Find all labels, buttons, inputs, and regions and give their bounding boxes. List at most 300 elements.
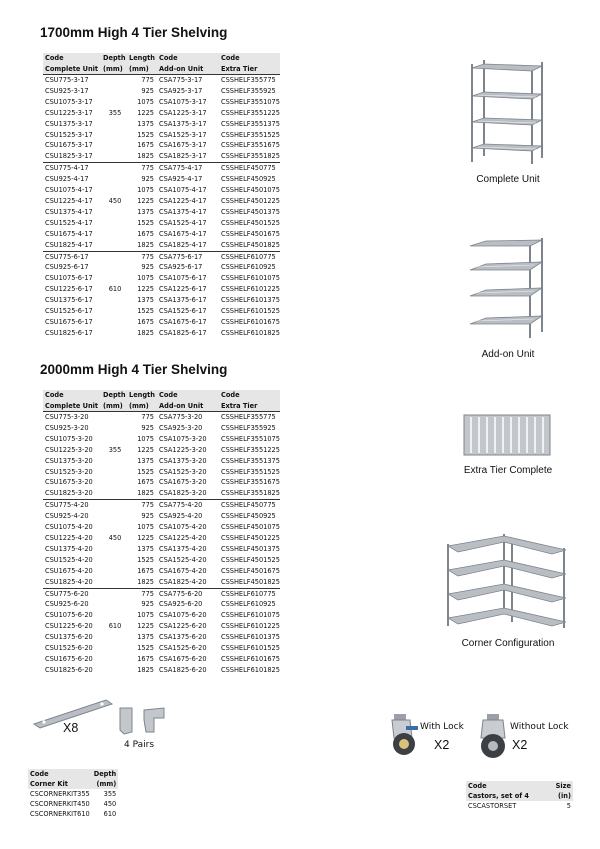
addon-unit-image bbox=[466, 236, 550, 342]
addon-unit-code: CSA1225-4-20 bbox=[159, 533, 207, 542]
table-row bbox=[43, 75, 280, 86]
column-header: (mm) bbox=[127, 64, 157, 75]
length-cell: 925 bbox=[141, 86, 154, 95]
depth-cell: 355 bbox=[108, 108, 122, 117]
length-cell: 775 bbox=[127, 163, 157, 174]
table-row bbox=[43, 533, 280, 544]
extra-tier-code: CSSHELF6101375 bbox=[221, 633, 280, 642]
depth-cell bbox=[101, 599, 127, 610]
addon-unit-code: CSA1225-4-17 bbox=[159, 196, 207, 205]
value-cell: 355 bbox=[103, 790, 117, 798]
complete-unit-code: CSU1225-3-20 bbox=[45, 445, 93, 454]
length-cell: 1075 bbox=[137, 611, 154, 620]
depth-cell bbox=[101, 434, 127, 445]
table-row bbox=[43, 500, 280, 511]
castor-table-wrap bbox=[466, 781, 573, 811]
table-row bbox=[43, 207, 280, 218]
length-cell: 1225 bbox=[137, 196, 154, 205]
length-cell: 1825 bbox=[137, 328, 154, 337]
column-header: Code bbox=[28, 769, 92, 779]
length-cell: 1375 bbox=[137, 633, 154, 642]
table-header-row bbox=[466, 791, 573, 801]
spec-table-2000 bbox=[43, 390, 280, 676]
addon-unit-code: CSA1525-3-20 bbox=[159, 467, 207, 476]
depth-cell bbox=[101, 555, 127, 566]
pairs-label: 4 Pairs bbox=[124, 740, 155, 750]
table-row bbox=[43, 218, 280, 229]
length-cell: 775 bbox=[127, 412, 157, 423]
table-row bbox=[43, 306, 280, 317]
castor-with-lock-label: With Lock bbox=[420, 722, 464, 732]
length-cell: 775 bbox=[127, 251, 157, 262]
extra-tier-code: CSSHELF355925 bbox=[221, 86, 276, 95]
code-cell: CSCORNERKIT450 bbox=[30, 800, 90, 808]
table-row bbox=[43, 119, 280, 130]
section-title-1700: 1700mm High 4 Tier Shelving bbox=[40, 25, 228, 40]
depth-cell bbox=[101, 456, 127, 467]
extra-tier-code: CSSHELF4501675 bbox=[221, 566, 280, 575]
addon-unit-code: CSA1075-4-17 bbox=[159, 186, 207, 195]
length-cell: 1225 bbox=[137, 622, 154, 631]
complete-unit-code: CSU1075-3-17 bbox=[45, 97, 93, 106]
complete-unit-code: CSU1825-6-17 bbox=[45, 328, 93, 337]
addon-unit-code: CSA925-6-20 bbox=[159, 600, 203, 609]
complete-unit-code: CSU1375-4-20 bbox=[45, 544, 93, 553]
addon-unit-code: CSA775-6-17 bbox=[157, 251, 219, 262]
length-cell: 1525 bbox=[137, 307, 154, 316]
depth-cell bbox=[101, 610, 127, 621]
extra-tier-code: CSSHELF3551825 bbox=[221, 489, 280, 498]
depth-cell bbox=[101, 185, 127, 196]
length-cell: 1675 bbox=[137, 478, 154, 487]
complete-unit-code: CSU1225-4-17 bbox=[45, 196, 93, 205]
extra-tier-code: CSSHELF610775 bbox=[219, 251, 280, 262]
depth-cell bbox=[101, 477, 127, 488]
column-header: Code bbox=[219, 390, 280, 401]
complete-unit-code: CSU1375-6-20 bbox=[45, 633, 93, 642]
length-cell: 1225 bbox=[137, 285, 154, 294]
length-cell: 1375 bbox=[137, 119, 154, 128]
extra-tier-code: CSSHELF6101225 bbox=[221, 622, 280, 631]
addon-unit-code: CSA1375-3-20 bbox=[159, 456, 207, 465]
depth-cell bbox=[101, 544, 127, 555]
extra-tier-code: CSSHELF6101075 bbox=[221, 611, 280, 620]
complete-unit-code: CSU925-6-20 bbox=[45, 600, 89, 609]
depth-cell bbox=[101, 130, 127, 141]
length-cell: 925 bbox=[141, 423, 154, 432]
extra-tier-code: CSSHELF4501825 bbox=[221, 240, 280, 249]
complete-unit-code: CSU925-6-17 bbox=[45, 263, 89, 272]
extra-tier-image bbox=[463, 414, 551, 456]
column-header: (mm) bbox=[101, 64, 127, 75]
corner-bracket-image bbox=[114, 706, 170, 736]
caption-corner-configuration: Corner Configuration bbox=[461, 638, 555, 649]
table-header-row bbox=[43, 401, 280, 412]
addon-unit-code: CSA1075-6-20 bbox=[159, 611, 207, 620]
table-row bbox=[43, 467, 280, 478]
value-cell: 450 bbox=[103, 800, 117, 808]
table-row bbox=[43, 477, 280, 488]
addon-unit-code: CSA775-3-20 bbox=[157, 412, 219, 423]
depth-cell bbox=[101, 218, 127, 229]
table-row bbox=[28, 789, 118, 799]
table-row bbox=[43, 423, 280, 434]
depth-cell bbox=[101, 423, 127, 434]
rail-quantity: X8 bbox=[63, 721, 79, 735]
complete-unit-code: CSU1675-6-20 bbox=[45, 654, 93, 663]
table-row bbox=[43, 273, 280, 284]
length-cell: 1225 bbox=[137, 108, 154, 117]
extra-tier-code: CSSHELF3551225 bbox=[221, 108, 280, 117]
addon-unit-code: CSA1075-6-17 bbox=[159, 274, 207, 283]
complete-unit-code: CSU925-3-17 bbox=[45, 86, 89, 95]
depth-cell: 355 bbox=[108, 445, 122, 454]
length-cell: 1525 bbox=[137, 218, 154, 227]
extra-tier-code: CSSHELF4501075 bbox=[221, 186, 280, 195]
addon-unit-code: CSA1225-3-20 bbox=[159, 445, 207, 454]
complete-unit-code: CSU1075-3-20 bbox=[45, 434, 93, 443]
section-title-2000: 2000mm High 4 Tier Shelving bbox=[40, 362, 228, 377]
spec-table-1700-wrap bbox=[43, 53, 280, 339]
addon-unit-code: CSA1675-3-20 bbox=[159, 478, 207, 487]
addon-unit-code: CSA1825-3-20 bbox=[159, 489, 207, 498]
depth-cell bbox=[101, 174, 127, 185]
extra-tier-code: CSSHELF4501675 bbox=[221, 229, 280, 238]
column-header: Add-on Unit bbox=[157, 64, 219, 75]
castor-table bbox=[466, 781, 573, 811]
extra-tier-code: CSSHELF6101825 bbox=[221, 665, 280, 674]
depth-cell bbox=[101, 229, 127, 240]
addon-unit-code: CSA1825-4-17 bbox=[159, 240, 207, 249]
complete-unit-code: CSU1525-4-17 bbox=[45, 218, 93, 227]
table-row bbox=[43, 284, 280, 295]
complete-unit-code: CSU775-4-20 bbox=[43, 500, 101, 511]
table-row bbox=[43, 445, 280, 456]
addon-unit-code: CSA1375-3-17 bbox=[159, 119, 207, 128]
depth-cell: 610 bbox=[108, 285, 122, 294]
column-header: Complete Unit bbox=[43, 401, 101, 412]
addon-unit-code: CSA925-3-20 bbox=[159, 423, 203, 432]
addon-unit-code: CSA1675-3-17 bbox=[159, 141, 207, 150]
complete-unit-code: CSU1825-4-20 bbox=[45, 577, 93, 586]
table-row bbox=[43, 434, 280, 445]
complete-unit-code: CSU1225-6-17 bbox=[45, 285, 93, 294]
addon-unit-code: CSA1525-4-17 bbox=[159, 218, 207, 227]
code-cell: CSCASTORSET bbox=[468, 802, 517, 810]
extra-tier-code: CSSHELF3551225 bbox=[221, 445, 280, 454]
table-row bbox=[43, 163, 280, 174]
extra-tier-code: CSSHELF3551825 bbox=[221, 152, 280, 161]
table-row bbox=[43, 130, 280, 141]
table-row bbox=[43, 251, 280, 262]
depth-cell bbox=[101, 119, 127, 130]
addon-unit-code: CSA775-6-20 bbox=[157, 588, 219, 599]
addon-unit-code: CSA1375-4-20 bbox=[159, 544, 207, 553]
extra-tier-code: CSSHELF450925 bbox=[221, 512, 276, 521]
complete-unit-code: CSU1075-4-17 bbox=[45, 186, 93, 195]
extra-tier-code: CSSHELF450775 bbox=[219, 500, 280, 511]
column-header: (mm) bbox=[101, 401, 127, 412]
length-cell: 925 bbox=[141, 263, 154, 272]
column-header: Depth bbox=[103, 391, 126, 399]
length-cell: 775 bbox=[127, 588, 157, 599]
complete-unit-code: CSU1825-6-20 bbox=[45, 665, 93, 674]
depth-cell bbox=[101, 643, 127, 654]
addon-unit-code: CSA1825-6-17 bbox=[159, 328, 207, 337]
extra-tier-code: CSSHELF610925 bbox=[221, 263, 276, 272]
depth-cell bbox=[101, 566, 127, 577]
depth-cell bbox=[101, 317, 127, 328]
length-cell: 775 bbox=[127, 75, 157, 86]
extra-tier-code: CSSHELF4501075 bbox=[221, 523, 280, 532]
table-row bbox=[43, 566, 280, 577]
table-row bbox=[43, 643, 280, 654]
table-row bbox=[43, 544, 280, 555]
addon-unit-code: CSA1675-4-20 bbox=[159, 566, 207, 575]
complete-unit-code: CSU1225-4-20 bbox=[45, 533, 93, 542]
complete-unit-code: CSU775-3-17 bbox=[43, 75, 101, 86]
corner-configuration-image bbox=[442, 530, 572, 630]
addon-unit-code: CSA1675-4-17 bbox=[159, 229, 207, 238]
extra-tier-code: CSSHELF4501375 bbox=[221, 544, 280, 553]
addon-unit-code: CSA775-3-17 bbox=[157, 75, 219, 86]
addon-unit-code: CSA1375-6-20 bbox=[159, 633, 207, 642]
table-header-row bbox=[28, 779, 118, 789]
castor-without-lock-label: Without Lock bbox=[510, 722, 569, 732]
table-row bbox=[43, 412, 280, 423]
table-row bbox=[43, 488, 280, 499]
addon-unit-code: CSA1825-4-20 bbox=[159, 577, 207, 586]
complete-unit-code: CSU1225-6-20 bbox=[45, 622, 93, 631]
depth-cell bbox=[101, 240, 127, 251]
table-row bbox=[43, 86, 280, 97]
column-header: Code bbox=[43, 53, 101, 64]
complete-unit-code: CSU1375-4-17 bbox=[45, 207, 93, 216]
complete-unit-code: CSU1525-4-20 bbox=[45, 555, 93, 564]
addon-unit-code: CSA925-4-20 bbox=[159, 512, 203, 521]
complete-unit-code: CSU925-4-17 bbox=[45, 175, 89, 184]
depth-cell: 450 bbox=[108, 196, 122, 205]
depth-cell bbox=[101, 654, 127, 665]
length-cell: 1825 bbox=[137, 489, 154, 498]
complete-unit-code: CSU1075-6-20 bbox=[45, 611, 93, 620]
column-header: Code bbox=[157, 390, 219, 401]
extra-tier-code: CSSHELF4501525 bbox=[221, 218, 280, 227]
addon-unit-code: CSA1225-6-17 bbox=[159, 285, 207, 294]
length-cell: 1075 bbox=[137, 97, 154, 106]
complete-unit-code: CSU775-6-17 bbox=[43, 251, 101, 262]
table-row bbox=[466, 801, 573, 811]
addon-unit-code: CSA775-4-17 bbox=[157, 163, 219, 174]
addon-unit-code: CSA1075-4-20 bbox=[159, 523, 207, 532]
table-row bbox=[43, 262, 280, 273]
spec-table-1700 bbox=[43, 53, 280, 339]
extra-tier-code: CSSHELF355775 bbox=[219, 75, 280, 86]
column-header: Add-on Unit bbox=[157, 401, 219, 412]
length-cell: 1675 bbox=[137, 654, 154, 663]
length-cell: 1525 bbox=[137, 130, 154, 139]
depth-cell bbox=[101, 295, 127, 306]
complete-unit-code: CSU775-6-20 bbox=[43, 588, 101, 599]
depth-cell bbox=[101, 140, 127, 151]
addon-unit-code: CSA1075-3-17 bbox=[159, 97, 207, 106]
extra-tier-code: CSSHELF610775 bbox=[219, 588, 280, 599]
caption-extra-tier: Extra Tier Complete bbox=[463, 465, 553, 476]
addon-unit-code: CSA925-3-17 bbox=[159, 86, 203, 95]
extra-tier-code: CSSHELF4501225 bbox=[221, 533, 280, 542]
depth-cell bbox=[101, 86, 127, 97]
length-cell: 1825 bbox=[137, 577, 154, 586]
extra-tier-code: CSSHELF3551375 bbox=[221, 119, 280, 128]
addon-unit-code: CSA1525-3-17 bbox=[159, 130, 207, 139]
length-cell: 1375 bbox=[137, 544, 154, 553]
table-header-row bbox=[28, 769, 118, 779]
length-cell: 1075 bbox=[137, 434, 154, 443]
complete-unit-code: CSU1075-6-17 bbox=[45, 274, 93, 283]
table-header-row bbox=[466, 781, 573, 791]
table-row bbox=[43, 328, 280, 339]
extra-tier-code: CSSHELF450925 bbox=[221, 175, 276, 184]
depth-cell bbox=[101, 75, 127, 86]
complete-unit-code: CSU1375-3-20 bbox=[45, 456, 93, 465]
addon-unit-code: CSA1375-4-17 bbox=[159, 207, 207, 216]
depth-cell bbox=[101, 488, 127, 499]
extra-tier-code: CSSHELF4501375 bbox=[221, 207, 280, 216]
table-row bbox=[43, 599, 280, 610]
extra-tier-code: CSSHELF3551675 bbox=[221, 141, 280, 150]
length-cell: 1675 bbox=[137, 317, 154, 326]
length-cell: 1075 bbox=[137, 274, 154, 283]
column-header: (mm) bbox=[127, 401, 157, 412]
addon-unit-code: CSA1525-4-20 bbox=[159, 555, 207, 564]
addon-unit-code: CSA1825-3-17 bbox=[159, 152, 207, 161]
table-row bbox=[43, 317, 280, 328]
value-cell: 5 bbox=[566, 802, 571, 810]
depth-cell bbox=[101, 511, 127, 522]
length-cell: 1375 bbox=[137, 296, 154, 305]
column-header: Code bbox=[43, 390, 101, 401]
length-cell: 1825 bbox=[137, 665, 154, 674]
castor-without-lock-quantity: X2 bbox=[512, 738, 528, 752]
table-row bbox=[43, 456, 280, 467]
complete-unit-code: CSU1675-3-20 bbox=[45, 478, 93, 487]
extra-tier-code: CSSHELF4501825 bbox=[221, 577, 280, 586]
addon-unit-code: CSA1525-6-20 bbox=[159, 644, 207, 653]
table-row bbox=[43, 511, 280, 522]
extra-tier-code: CSSHELF3551525 bbox=[221, 467, 280, 476]
code-cell: CSCORNERKIT610 bbox=[30, 810, 90, 818]
complete-unit-code: CSU1525-6-17 bbox=[45, 307, 93, 316]
depth-cell bbox=[101, 500, 127, 511]
table-header-row bbox=[43, 390, 280, 401]
length-cell: 1675 bbox=[137, 141, 154, 150]
depth-cell bbox=[101, 522, 127, 533]
depth-cell bbox=[101, 163, 127, 174]
complete-unit-code: CSU1825-3-17 bbox=[45, 152, 93, 161]
depth-cell bbox=[101, 588, 127, 599]
table-row bbox=[43, 588, 280, 599]
code-cell: CSCORNERKIT355 bbox=[30, 790, 90, 798]
addon-unit-code: CSA1675-6-17 bbox=[159, 317, 207, 326]
complete-unit-code: CSU925-4-20 bbox=[45, 512, 89, 521]
addon-unit-code: CSA1525-6-17 bbox=[159, 307, 207, 316]
column-header: Complete Unit bbox=[43, 64, 101, 75]
column-header: Depth bbox=[93, 770, 117, 778]
table-row bbox=[43, 665, 280, 676]
complete-unit-code: CSU1825-4-17 bbox=[45, 240, 93, 249]
length-cell: 1225 bbox=[137, 445, 154, 454]
column-header: Corner Kit bbox=[28, 779, 92, 789]
depth-cell bbox=[101, 577, 127, 588]
column-header: Length bbox=[127, 390, 157, 401]
table-row bbox=[43, 174, 280, 185]
extra-tier-code: CSSHELF6101525 bbox=[221, 644, 280, 653]
extra-tier-code: CSSHELF6101525 bbox=[221, 307, 280, 316]
table-header-row bbox=[43, 64, 280, 75]
complete-unit-code: CSU1675-6-17 bbox=[45, 317, 93, 326]
length-cell: 925 bbox=[141, 175, 154, 184]
addon-unit-code: CSA1225-3-17 bbox=[159, 108, 207, 117]
complete-unit-code: CSU775-4-17 bbox=[43, 163, 101, 174]
complete-unit-code: CSU1525-3-17 bbox=[45, 130, 93, 139]
extra-tier-code: CSSHELF3551075 bbox=[221, 97, 280, 106]
depth-cell bbox=[101, 665, 127, 676]
addon-unit-code: CSA925-4-17 bbox=[159, 175, 203, 184]
length-cell: 1525 bbox=[137, 467, 154, 476]
length-cell: 1375 bbox=[137, 207, 154, 216]
length-cell: 1675 bbox=[137, 566, 154, 575]
depth-cell bbox=[101, 251, 127, 262]
column-header: Size bbox=[546, 781, 573, 791]
complete-unit-code: CSU1675-3-17 bbox=[45, 141, 93, 150]
table-row bbox=[43, 555, 280, 566]
extra-tier-code: CSSHELF3551675 bbox=[221, 478, 280, 487]
castor-without-lock-image bbox=[477, 712, 511, 760]
extra-tier-code: CSSHELF6101075 bbox=[221, 274, 280, 283]
extra-tier-code: CSSHELF3551525 bbox=[221, 130, 280, 139]
extra-tier-code: CSSHELF3551375 bbox=[221, 456, 280, 465]
corner-kit-table-wrap bbox=[28, 769, 118, 819]
table-header-row bbox=[43, 53, 280, 64]
depth-cell bbox=[101, 207, 127, 218]
extra-tier-code: CSSHELF610925 bbox=[221, 600, 276, 609]
castor-with-lock-quantity: X2 bbox=[434, 738, 450, 752]
addon-unit-code: CSA1825-6-20 bbox=[159, 665, 207, 674]
table-row bbox=[43, 522, 280, 533]
table-row bbox=[43, 610, 280, 621]
spec-table-2000-wrap bbox=[43, 390, 280, 676]
column-header: (mm) bbox=[92, 779, 119, 789]
table-row bbox=[43, 151, 280, 162]
table-row bbox=[43, 196, 280, 207]
complete-unit-code: CSU925-3-20 bbox=[45, 423, 89, 432]
extra-tier-code: CSSHELF6101375 bbox=[221, 296, 280, 305]
depth-cell bbox=[101, 467, 127, 478]
complete-unit-code: CSU1675-4-17 bbox=[45, 229, 93, 238]
column-header: Depth bbox=[103, 54, 126, 62]
depth-cell: 450 bbox=[108, 533, 122, 542]
extra-tier-code: CSSHELF4501225 bbox=[221, 196, 280, 205]
addon-unit-code: CSA1675-6-20 bbox=[159, 654, 207, 663]
depth-cell bbox=[101, 97, 127, 108]
table-row bbox=[43, 632, 280, 643]
addon-unit-code: CSA1075-3-20 bbox=[159, 434, 207, 443]
complete-unit-code: CSU775-3-20 bbox=[43, 412, 101, 423]
addon-unit-code: CSA925-6-17 bbox=[159, 263, 203, 272]
complete-unit-code: CSU1375-6-17 bbox=[45, 296, 93, 305]
complete-unit-code: CSU1075-4-20 bbox=[45, 523, 93, 532]
length-cell: 775 bbox=[127, 500, 157, 511]
